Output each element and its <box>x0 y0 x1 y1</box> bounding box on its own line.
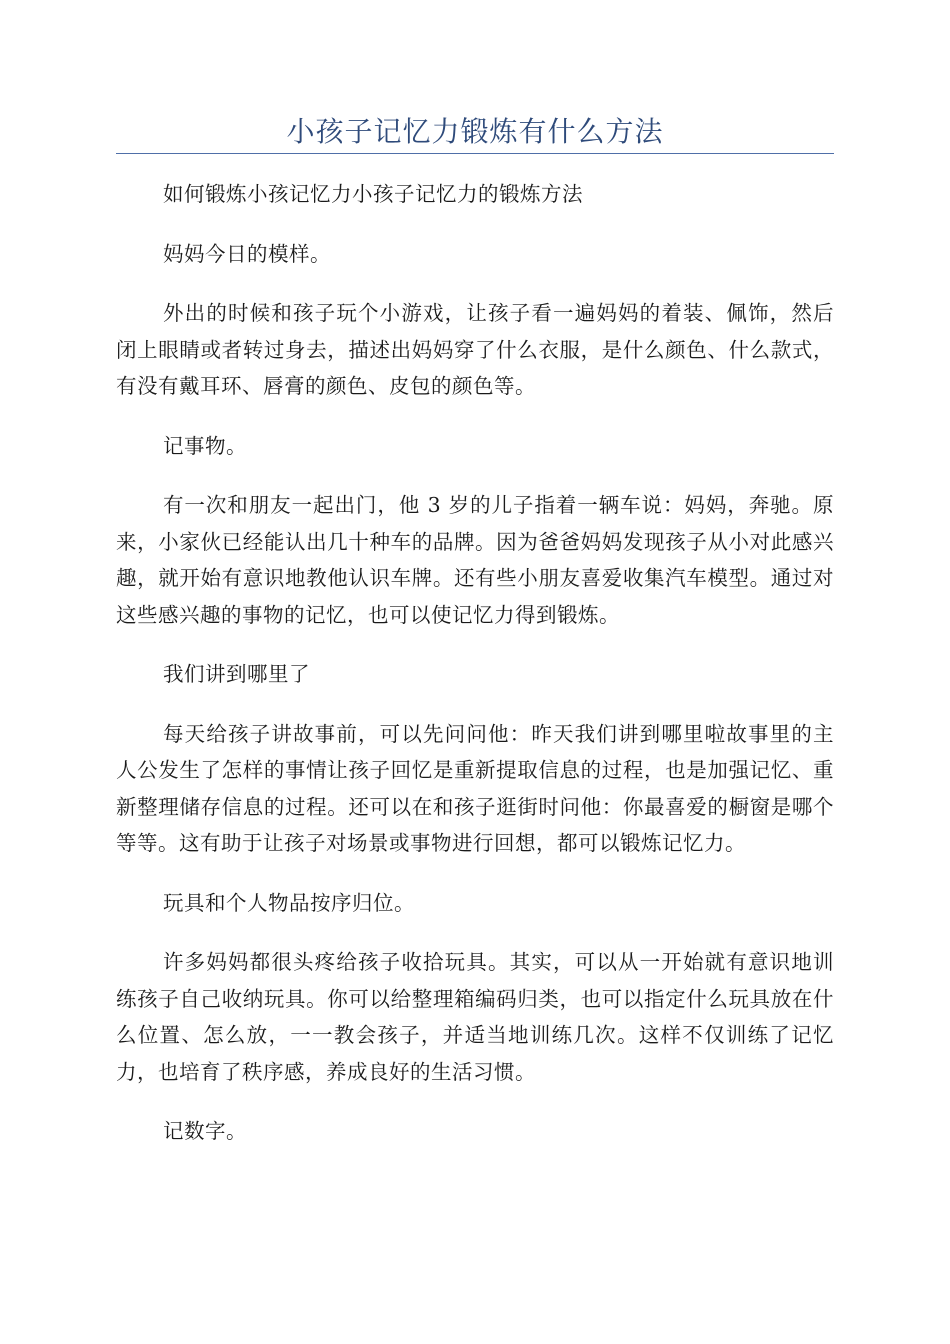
paragraph-heading-numbers: 记数字。 <box>163 1119 247 1143</box>
paragraph-heading-story: 我们讲到哪里了 <box>163 662 310 686</box>
paragraph-heading-remember-things: 记事物。 <box>163 433 247 458</box>
paragraph-body: 每天给孩子讲故事前，可以先问问他：昨天我们讲到哪里啦故事里的主人公发生了怎样的事情让孩子回忆是重新提取信息的过程，也是加强记忆、重新整理储存信息的过程。还可以在和孩子逛街时问他：你最喜爱的橱窗是哪个等等。这有助于让孩子对场景或事物进行回想，都可以锻炼记忆力。 <box>116 721 834 855</box>
document-body <box>116 176 834 1173</box>
paragraph-heading-toys: 玩具和个人物品按序归位。 <box>163 890 415 915</box>
paragraph-subtitle: 如何锻炼小孩记忆力小孩子记忆力的锻炼方法 <box>163 182 583 206</box>
paragraph-body: 有一次和朋友一起出门，他 3 岁的儿子指着一辆车说：妈妈，奔驰。原来，小家伙已经能认出几十种车的品牌。因为爸爸妈妈发现孩子从小对此感兴趣，就开始有意识地教他认识车牌。还有些小朋友喜爱收集汽车模型。通过对这些感兴趣的事物的记忆，也可以使记忆力得到锻炼。 <box>116 493 834 627</box>
paragraph-heading-mom-look: 妈妈今日的模样。 <box>163 241 331 266</box>
title-underline <box>116 153 834 154</box>
document-title: 小孩子记忆力锻炼有什么方法 <box>286 115 664 148</box>
paragraph-body: 许多妈妈都很头疼给孩子收拾玩具。其实，可以从一开始就有意识地训练孩子自己收纳玩具。你可以给整理箱编码归类，也可以指定什么玩具放在什么位置、怎么放，一一教会孩子，并适当地训练几次。这样不仅训练了记忆力，也培育了秩序感，养成良好的生活习惯。 <box>116 950 834 1084</box>
paragraph-body: 外出的时候和孩子玩个小游戏，让孩子看一遍妈妈的着装、佩饰，然后闭上眼睛或者转过身去，描述出妈妈穿了什么衣服，是什么颜色、什么款式，有没有戴耳环、唇膏的颜色、皮包的颜色等。 <box>116 301 834 398</box>
